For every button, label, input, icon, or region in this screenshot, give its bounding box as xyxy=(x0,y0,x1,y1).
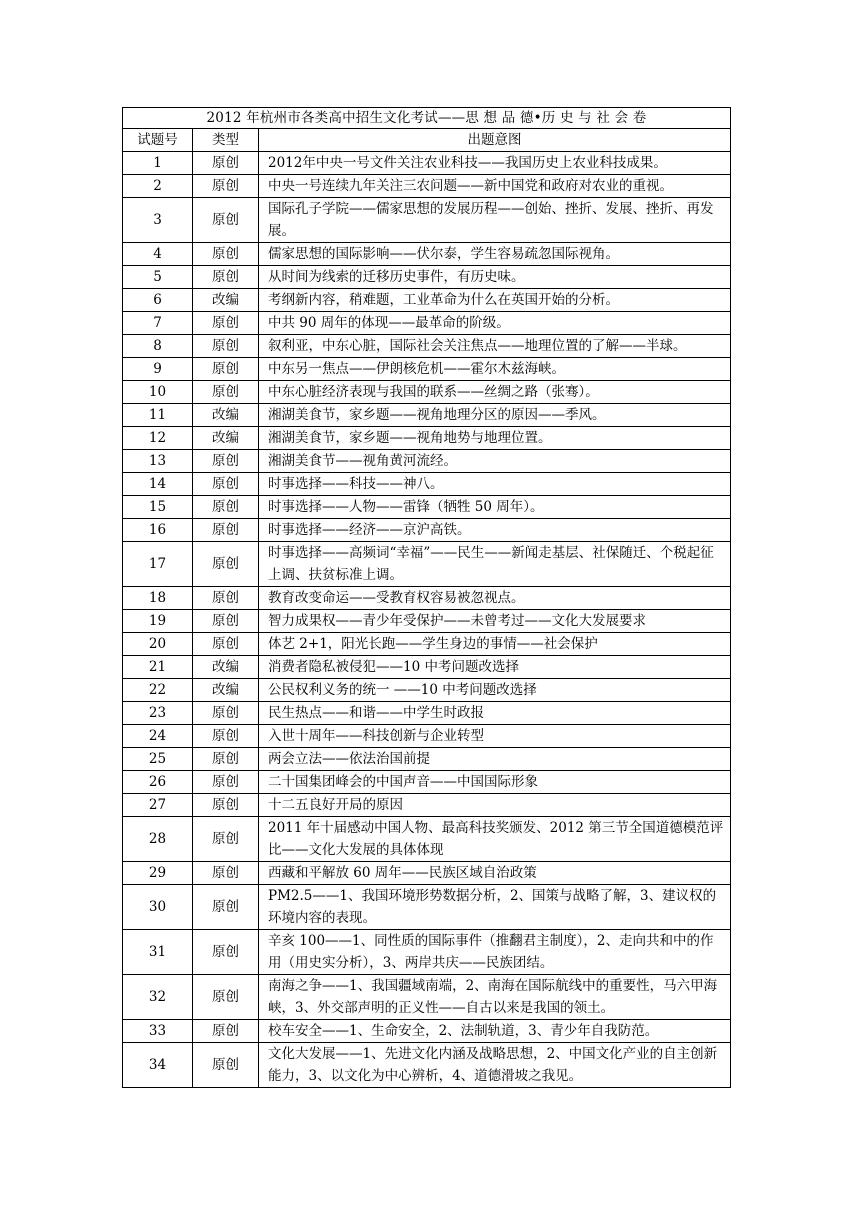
question-type-cell: 原创 xyxy=(193,885,259,930)
question-number-cell: 16 xyxy=(123,519,193,542)
question-number-cell: 7 xyxy=(123,312,193,335)
question-intent-cell: 校车安全——1、生命安全，2、法制轨道，3、青少年自我防范。 xyxy=(259,1020,731,1043)
question-type-cell: 原创 xyxy=(193,587,259,610)
header-type: 类型 xyxy=(193,129,259,152)
question-intent-cell: 文化大发展——1、先进文化内涵及战略思想，2、中国文化产业的自主创新能力，3、以文化为中心辨析，4、道德滑坡之我见。 xyxy=(259,1043,731,1088)
table-row xyxy=(123,930,731,975)
question-type-cell: 原创 xyxy=(193,381,259,404)
question-number-cell: 5 xyxy=(123,266,193,289)
exam-intent-table xyxy=(122,107,731,1088)
question-intent-cell: 南海之争——1、我国疆域南端，2、南海在国际航线中的重要性，马六甲海峡，3、外交部声明的正义性——自古以来是我国的领土。 xyxy=(259,975,731,1020)
question-type-cell: 原创 xyxy=(193,862,259,885)
question-number-cell: 26 xyxy=(123,771,193,794)
question-intent-cell: 叙利亚，中东心脏，国际社会关注焦点——地理位置的了解——半球。 xyxy=(259,335,731,358)
question-type-cell: 原创 xyxy=(193,243,259,266)
table-row xyxy=(123,496,731,519)
table-row xyxy=(123,335,731,358)
question-number-cell: 3 xyxy=(123,198,193,243)
question-number-cell: 1 xyxy=(123,152,193,175)
question-type-cell: 改编 xyxy=(193,404,259,427)
question-type-cell: 原创 xyxy=(193,748,259,771)
question-intent-cell: 西藏和平解放 60 周年——民族区域自治政策 xyxy=(259,862,731,885)
question-type-cell: 原创 xyxy=(193,930,259,975)
question-type-cell: 原创 xyxy=(193,794,259,817)
table-body xyxy=(123,152,731,1088)
table-row xyxy=(123,381,731,404)
header-intent: 出题意图 xyxy=(259,129,731,152)
table-title: 2012 年杭州市各类高中招生文化考试——思 想 品 德•历 史 与 社 会 卷 xyxy=(123,108,731,129)
question-intent-cell: 从时间为线索的迁移历史事件，有历史味。 xyxy=(259,266,731,289)
question-intent-cell: 智力成果权——青少年受保护——未曾考过——文化大发展要求 xyxy=(259,610,731,633)
table-row xyxy=(123,885,731,930)
question-type-cell: 原创 xyxy=(193,496,259,519)
question-number-cell: 20 xyxy=(123,633,193,656)
question-intent-cell: 两会立法——依法治国前提 xyxy=(259,748,731,771)
question-intent-cell: 时事选择——高频词“幸福”——民生——新闻走基层、社保随迁、个税起征上调、扶贫标准上调。 xyxy=(259,542,731,587)
question-number-cell: 6 xyxy=(123,289,193,312)
question-number-cell: 8 xyxy=(123,335,193,358)
question-intent-cell: 时事选择——科技——神八。 xyxy=(259,473,731,496)
question-number-cell: 30 xyxy=(123,885,193,930)
question-intent-cell: 二十国集团峰会的中国声音——中国国际形象 xyxy=(259,771,731,794)
question-type-cell: 原创 xyxy=(193,725,259,748)
question-type-cell: 改编 xyxy=(193,679,259,702)
question-type-cell: 原创 xyxy=(193,542,259,587)
question-number-cell: 11 xyxy=(123,404,193,427)
exam-intent-sheet xyxy=(122,107,730,1088)
question-number-cell: 33 xyxy=(123,1020,193,1043)
table-row xyxy=(123,427,731,450)
question-number-cell: 19 xyxy=(123,610,193,633)
question-type-cell: 原创 xyxy=(193,450,259,473)
question-number-cell: 2 xyxy=(123,175,193,198)
table-row xyxy=(123,152,731,175)
question-number-cell: 34 xyxy=(123,1043,193,1088)
question-intent-cell: 湘湖美食节，家乡题——视角地理分区的原因——季风。 xyxy=(259,404,731,427)
question-type-cell: 原创 xyxy=(193,975,259,1020)
question-intent-cell: 中共 90 周年的体现——最革命的阶级。 xyxy=(259,312,731,335)
question-number-cell: 28 xyxy=(123,817,193,862)
question-number-cell: 15 xyxy=(123,496,193,519)
question-number-cell: 29 xyxy=(123,862,193,885)
question-type-cell: 原创 xyxy=(193,198,259,243)
question-intent-cell: 湘湖美食节——视角黄河流经。 xyxy=(259,450,731,473)
question-intent-cell: 中东另一焦点——伊朗核危机——霍尔木兹海峡。 xyxy=(259,358,731,381)
question-type-cell: 原创 xyxy=(193,152,259,175)
question-intent-cell: 中东心脏经济表现与我国的联系——丝绸之路（张骞）。 xyxy=(259,381,731,404)
header-question-number: 试题号 xyxy=(123,129,193,152)
question-type-cell: 原创 xyxy=(193,633,259,656)
table-row xyxy=(123,404,731,427)
question-number-cell: 21 xyxy=(123,656,193,679)
question-type-cell: 改编 xyxy=(193,427,259,450)
question-intent-cell: 2011 年十届感动中国人物、最高科技奖颁发、2012 第三节全国道德模范评比——文化大发展的具体体现 xyxy=(259,817,731,862)
question-intent-cell: 考纲新内容，稍难题，工业革命为什么在英国开始的分析。 xyxy=(259,289,731,312)
question-type-cell: 原创 xyxy=(193,473,259,496)
question-intent-cell: PM2.5——1、我国环境形势数据分析，2、国策与战略了解，3、建议权的环境内容的表现。 xyxy=(259,885,731,930)
question-intent-cell: 教育改变命运——受教育权容易被忽视点。 xyxy=(259,587,731,610)
question-type-cell: 原创 xyxy=(193,702,259,725)
table-row xyxy=(123,725,731,748)
question-number-cell: 25 xyxy=(123,748,193,771)
question-type-cell: 改编 xyxy=(193,289,259,312)
table-row xyxy=(123,771,731,794)
question-intent-cell: 时事选择——经济——京沪高铁。 xyxy=(259,519,731,542)
table-row xyxy=(123,243,731,266)
question-intent-cell: 民生热点——和谐——中学生时政报 xyxy=(259,702,731,725)
question-type-cell: 原创 xyxy=(193,266,259,289)
question-number-cell: 22 xyxy=(123,679,193,702)
question-intent-cell: 湘湖美食节，家乡题——视角地势与地理位置。 xyxy=(259,427,731,450)
question-type-cell: 原创 xyxy=(193,175,259,198)
table-row xyxy=(123,862,731,885)
question-intent-cell: 消费者隐私被侵犯——10 中考问题改选择 xyxy=(259,656,731,679)
question-number-cell: 24 xyxy=(123,725,193,748)
question-intent-cell: 公民权利义务的统一 ——10 中考问题改选择 xyxy=(259,679,731,702)
question-number-cell: 13 xyxy=(123,450,193,473)
question-intent-cell: 十二五良好开局的原因 xyxy=(259,794,731,817)
question-type-cell: 改编 xyxy=(193,656,259,679)
question-type-cell: 原创 xyxy=(193,312,259,335)
table-row xyxy=(123,975,731,1020)
question-type-cell: 原创 xyxy=(193,610,259,633)
question-type-cell: 原创 xyxy=(193,358,259,381)
question-intent-cell: 体艺 2+1，阳光长跑——学生身边的事情——社会保护 xyxy=(259,633,731,656)
question-number-cell: 32 xyxy=(123,975,193,1020)
table-row xyxy=(123,1020,731,1043)
table-row xyxy=(123,198,731,243)
table-row xyxy=(123,587,731,610)
question-intent-cell: 时事选择——人物——雷锋（牺牲 50 周年）。 xyxy=(259,496,731,519)
table-row xyxy=(123,748,731,771)
question-number-cell: 17 xyxy=(123,542,193,587)
table-row xyxy=(123,633,731,656)
table-row xyxy=(123,817,731,862)
table-row xyxy=(123,519,731,542)
table-row xyxy=(123,175,731,198)
table-row xyxy=(123,358,731,381)
question-intent-cell: 中央一号连续九年关注三农问题——新中国党和政府对农业的重视。 xyxy=(259,175,731,198)
question-type-cell: 原创 xyxy=(193,817,259,862)
table-row xyxy=(123,610,731,633)
table-row xyxy=(123,679,731,702)
table-row xyxy=(123,542,731,587)
table-row xyxy=(123,450,731,473)
question-number-cell: 18 xyxy=(123,587,193,610)
question-type-cell: 原创 xyxy=(193,771,259,794)
question-number-cell: 10 xyxy=(123,381,193,404)
question-intent-cell: 辛亥 100——1、同性质的国际事件（推翻君主制度），2、走向共和中的作用（用史实分析），3、两岸共庆——民族团结。 xyxy=(259,930,731,975)
table-row xyxy=(123,312,731,335)
question-number-cell: 12 xyxy=(123,427,193,450)
question-number-cell: 27 xyxy=(123,794,193,817)
question-intent-cell: 国际孔子学院——儒家思想的发展历程——创始、挫折、发展、挫折、再发展。 xyxy=(259,198,731,243)
question-number-cell: 14 xyxy=(123,473,193,496)
table-row xyxy=(123,656,731,679)
question-type-cell: 原创 xyxy=(193,519,259,542)
table-row xyxy=(123,473,731,496)
table-row xyxy=(123,289,731,312)
table-row xyxy=(123,266,731,289)
question-type-cell: 原创 xyxy=(193,1020,259,1043)
question-type-cell: 原创 xyxy=(193,1043,259,1088)
table-row xyxy=(123,702,731,725)
question-number-cell: 9 xyxy=(123,358,193,381)
question-intent-cell: 儒家思想的国际影响——伏尔泰，学生容易疏忽国际视角。 xyxy=(259,243,731,266)
question-intent-cell: 入世十周年——科技创新与企业转型 xyxy=(259,725,731,748)
question-number-cell: 31 xyxy=(123,930,193,975)
table-row xyxy=(123,1043,731,1088)
question-number-cell: 23 xyxy=(123,702,193,725)
table-row xyxy=(123,794,731,817)
question-number-cell: 4 xyxy=(123,243,193,266)
question-type-cell: 原创 xyxy=(193,335,259,358)
question-intent-cell: 2012年中央一号文件关注农业科技——我国历史上农业科技成果。 xyxy=(259,152,731,175)
